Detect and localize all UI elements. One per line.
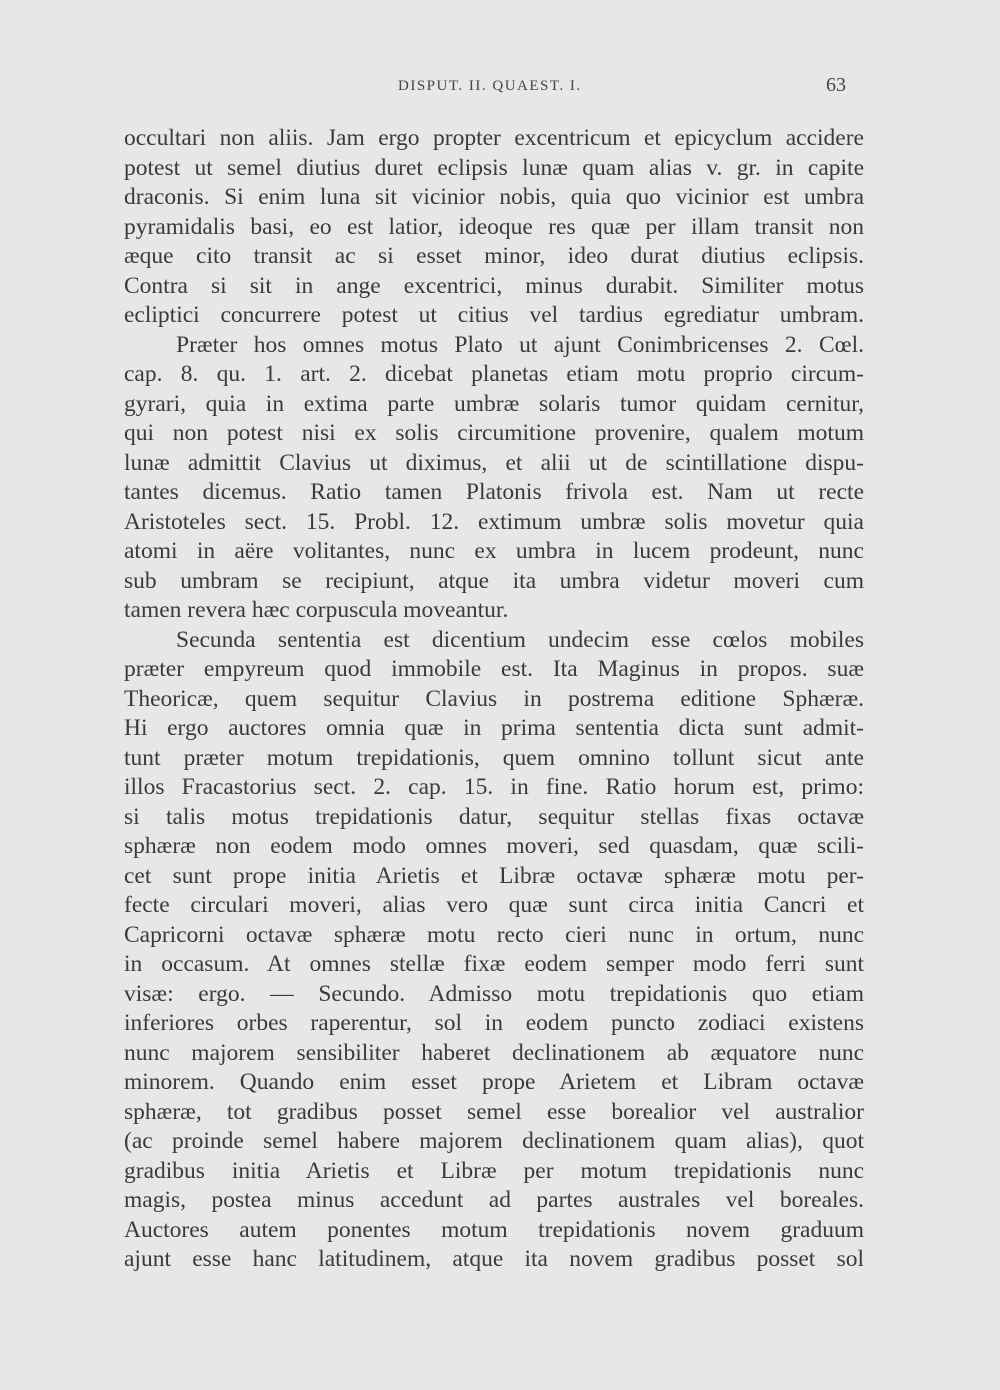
text-line: occultari non aliis. Jam ergo propter excentricum et epicyclum accidere: [124, 125, 864, 151]
text-line: ecliptici concurrere potest ut citius vel tardius egrediatur umbram.: [124, 302, 864, 328]
running-head: DISPUT. II. QUAEST. I.: [398, 78, 582, 94]
text-line: Hi ergo auctores omnia quæ in prima sententia dicta sunt admit-: [124, 715, 864, 741]
text-line: Præter hos omnes motus Plato ut ajunt Conimbricenses 2. Cœl.: [176, 331, 864, 358]
text-line: Contra si sit in ange excentrici, minus durabit. Similiter motus: [124, 272, 864, 299]
text-line: æque cito transit ac si esset minor, ideo durat diutius eclipsis.: [124, 243, 864, 269]
text-line: visæ: ergo. — Secundo. Admisso motu trepidationis quo etiam: [124, 980, 864, 1007]
text-line: fecte circulari moveri, alias vero quæ sunt circa initia Cancri et: [124, 892, 864, 918]
text-line: sub umbram se recipiunt, atque ita umbra videtur moveri cum: [124, 567, 864, 594]
text-line: inferiores orbes raperentur, sol in eodem puncto zodiaci existens: [124, 1010, 864, 1036]
text-line: potest ut semel diutius duret eclipsis lunæ quam alias v. gr. in capite: [124, 154, 864, 181]
text-line: tamen revera hæc corpuscula moveantur.: [124, 597, 509, 623]
text-line: qui non potest nisi ex solis circumitione provenire, qualem motum: [124, 420, 864, 446]
text-line: draconis. Si enim luna sit vicinior nobis, quia quo vicinior est umbra: [124, 184, 864, 210]
body-text: [124, 124, 864, 1275]
text-line: nunc majorem sensibiliter haberet declinationem ab æquatore nunc: [124, 1039, 864, 1066]
text-line: tantes dicemus. Ratio tamen Platonis frivola est. Nam ut recte: [124, 479, 864, 505]
text-line: (ac proinde semel habere majorem declinationem quam alias), quot: [124, 1128, 864, 1154]
text-line: gyrari, quia in extima parte umbræ solaris tumor quidam cernitur,: [124, 390, 864, 417]
text-line: cap. 8. qu. 1. art. 2. dicebat planetas etiam motu proprio circum-: [124, 361, 864, 387]
text-line: magis, postea minus accedunt ad partes australes vel boreales.: [124, 1187, 864, 1213]
text-line: Auctores autem ponentes motum trepidationis novem graduum: [124, 1216, 864, 1243]
text-line: Capricorni octavæ sphæræ motu recto cieri nunc in ortum, nunc: [124, 921, 864, 948]
text-line: præter empyreum quod immobile est. Ita Maginus in propos. suæ: [124, 656, 864, 682]
text-line: si talis motus trepidationis datur, sequitur stellas fixas octavæ: [124, 803, 864, 830]
text-line: sphæræ, tot gradibus posset semel esse borealior vel australior: [124, 1098, 864, 1125]
text-line: Secunda sententia est dicentium undecim esse cœlos mobiles: [176, 626, 864, 653]
text-line: illos Fracastorius sect. 2. cap. 15. in fine. Ratio horum est, primo:: [124, 774, 864, 800]
text-line: minorem. Quando enim esset prope Arietem et Libram octavæ: [124, 1069, 864, 1095]
page-number: 63: [826, 74, 846, 96]
text-line: pyramidalis basi, eo est latior, ideoque res quæ per illam transit non: [124, 213, 864, 240]
text-line: Theoricæ, quem sequitur Clavius in postrema editione Sphæræ.: [124, 685, 864, 712]
text-line: lunæ admittit Clavius ut diximus, et alii ut de scintillatione dispu-: [124, 449, 864, 476]
text-line: sphæræ non eodem modo omnes moveri, sed quasdam, quæ scili-: [124, 833, 864, 859]
text-line: gradibus initia Arietis et Libræ per motum trepidationis nunc: [124, 1157, 864, 1184]
text-line: in occasum. At omnes stellæ fixæ eodem semper modo ferri sunt: [124, 951, 864, 977]
text-line: ajunt esse hanc latitudinem, atque ita novem gradibus posset sol: [124, 1246, 864, 1272]
text-line: Aristoteles sect. 15. Probl. 12. extimum umbræ solis movetur quia: [124, 508, 864, 535]
text-line: cet sunt prope initia Arietis et Libræ octavæ sphæræ motu per-: [124, 862, 864, 889]
text-line: atomi in aëre volitantes, nunc ex umbra in lucem prodeunt, nunc: [124, 538, 864, 564]
text-line: tunt præter motum trepidationis, quem omnino tollunt sicut ante: [124, 744, 864, 771]
